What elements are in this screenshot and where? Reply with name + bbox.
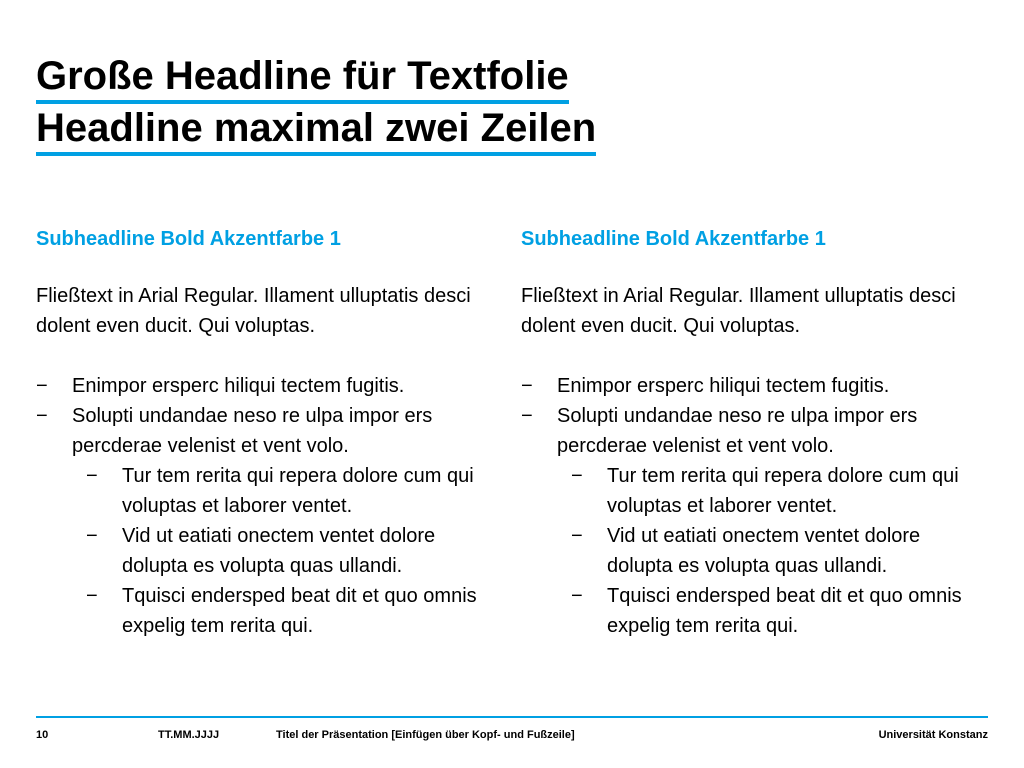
dash-bullet-icon: − [571,525,583,547]
footer-divider [36,716,988,718]
sub-bullet-text: Tur tem rerita qui repera dolore cum qui voluptas et laborer ventet. [122,465,474,517]
bullet-text: Enimpor ersperc hiliqui tectem fugitis. [72,375,405,397]
sub-bullet-item [521,521,976,581]
footer-university: Universität Konstanz [878,729,988,741]
sub-bullet-item [521,581,976,641]
dash-bullet-icon: − [86,585,98,607]
bullet-item [521,401,976,641]
sub-bullet-text: Tquisci endersped beat dit et quo omnis expelig tem rerita qui. [122,585,477,637]
dash-bullet-icon: − [36,375,48,397]
bullet-text: Enimpor ersperc hiliqui tectem fugitis. [557,375,890,397]
dash-bullet-icon: − [86,525,98,547]
dash-bullet-icon: − [521,405,533,427]
headline-row-2 [36,102,596,154]
dash-bullet-icon: − [36,405,48,427]
content-column-right [521,224,976,641]
headline-line-1: Große Headline für Textfolie [36,54,569,104]
headline-row-1 [36,50,596,102]
sub-bullet-item [36,521,491,581]
subheadline: Subheadline Bold Akzentfarbe 1 [521,228,826,250]
dash-bullet-icon: − [86,465,98,487]
dash-bullet-icon: − [521,375,533,397]
bullet-list [36,371,491,641]
headline-line-2: Headline maximal zwei Zeilen [36,106,596,156]
bullet-item [521,371,976,401]
sub-bullet-text: Tur tem rerita qui repera dolore cum qui voluptas et laborer ventet. [607,465,959,517]
sub-bullet-text: Tquisci endersped beat dit et quo omnis expelig tem rerita qui. [607,585,962,637]
body-text: Fließtext in Arial Regular. Illament ulluptatis desci dolent even ducit. Qui voluptas. [521,285,956,337]
slide-headline [36,50,596,154]
footer-page-number: 10 [36,729,49,741]
sub-bullet-list [521,461,976,641]
sub-bullet-text: Vid ut eatiati onectem ventet dolore dolupta es volupta quas ullandi. [122,525,436,577]
bullet-list [521,371,976,641]
sub-bullet-item [521,461,976,521]
content-column-left [36,224,491,641]
dash-bullet-icon: − [571,465,583,487]
bullet-item [36,401,491,641]
footer-presentation-title: Titel der Präsentation [Einfügen über Kopf- und Fußzeile] [276,729,575,741]
dash-bullet-icon: − [571,585,583,607]
sub-bullet-text: Vid ut eatiati onectem ventet dolore dolupta es volupta quas ullandi. [607,525,921,577]
bullet-item [36,371,491,401]
subheadline: Subheadline Bold Akzentfarbe 1 [36,228,341,250]
bullet-text: Solupti undandae neso re ulpa impor ers percderae velenist et vent volo. [557,405,918,457]
footer-date: TT.MM.JJJJ [158,729,220,741]
sub-bullet-list [36,461,491,641]
sub-bullet-item [36,581,491,641]
body-text: Fließtext in Arial Regular. Illament ulluptatis desci dolent even ducit. Qui voluptas. [36,285,471,337]
sub-bullet-item [36,461,491,521]
bullet-text: Solupti undandae neso re ulpa impor ers percderae velenist et vent volo. [72,405,433,457]
